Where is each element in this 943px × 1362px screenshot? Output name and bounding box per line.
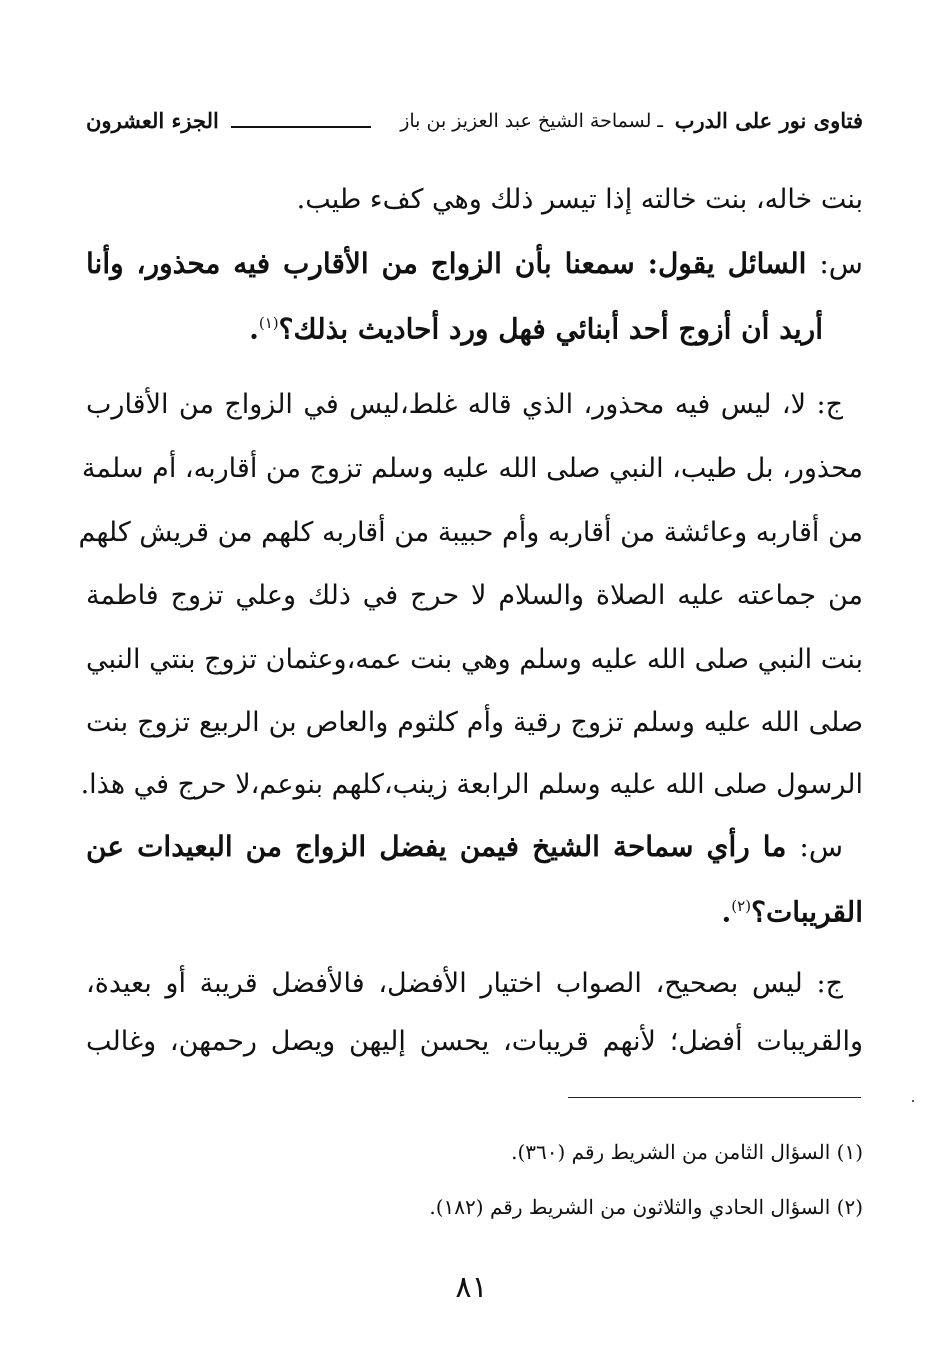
running-header (86, 108, 863, 148)
question-text: القريبات؟ (751, 895, 863, 929)
question-text: أريد أن أزوج أحد أبنائي فهل ورد أحاديث بذلك؟ (278, 312, 823, 346)
volume-label: الجزء العشرون (86, 108, 219, 133)
answer-text: لا، ليس فيه محذور، الذي قاله غلط،ليس في الزواج من الأقارب (86, 389, 807, 420)
footnote-separator (568, 1097, 861, 1098)
answer-2-line-1 (86, 966, 843, 1002)
answer-text: ليس بصحيح، الصواب اختيار الأفضل، فالأفضل قريبة أو بعيدة، (86, 968, 803, 999)
body-line: بنت خاله، بنت خالته إذا تيسر ذلك وهي كفء طيب. (296, 184, 863, 215)
question-text: السائل يقول: سمعنا بأن الزواج من الأقارب فيه محذور، وأنا (86, 247, 807, 280)
answer-1-line-2: محذور، بل طيب، النبي صلى الله عليه وسلم تزوج من أقاربه، أم سلمة (81, 453, 863, 484)
question-end: . (249, 312, 259, 346)
answer-1-line-1 (86, 387, 843, 423)
footnote-ref-2: (٢) (731, 897, 752, 915)
page-number: ٨١ (455, 1270, 488, 1305)
answer-2-line-2: والقريبات أفضل؛ لأنهم قريبات، يحسن إليهن ويصل رحمهن، وغالب (86, 1026, 863, 1057)
book-title: فتاوى نور على الدرب (674, 108, 863, 133)
question-end: . (721, 895, 732, 929)
footnote-1: (١) السؤال الثامن من الشريط رقم (٣٦٠). (511, 1140, 863, 1164)
question-1-line-2 (86, 305, 823, 347)
answer-1-line-3: من أقاربه وعائشة من أقاربه وأم حبيبة من أقاربه كلهم من قريش كلهم (78, 517, 863, 548)
question-1-line-1 (86, 246, 863, 282)
question-marker: س: (819, 247, 863, 280)
footnote-2: (٢) السؤال الحادي والثلاثون من الشريط رقم (١٨٢). (429, 1195, 863, 1219)
answer-1-line-7: الرسول صلى الله عليه وسلم الرابعة زينب،كلهم بنوعم،لا حرج في هذا. (80, 769, 863, 800)
answer-1-line-5: بنت النبي صلى الله عليه وسلم وهي بنت عمه،وعثمان تزوج بنتي النبي (86, 644, 863, 675)
header-rule (231, 126, 371, 128)
question-text: ما رأي سماحة الشيخ فيمن يفضل الزواج من البعيدات عن (86, 830, 787, 863)
question-2-line-1 (86, 829, 843, 865)
answer-marker: ج: (816, 389, 843, 420)
scan-speck (912, 1100, 914, 1102)
answer-1-line-4: من جماعته عليه الصلاة والسلام لا حرج في ذلك وعلي تزوج فاطمة (86, 580, 863, 611)
author-line: ـ لسماحة الشيخ عبد العزيز بن باز (400, 110, 663, 132)
question-marker: س: (799, 830, 844, 863)
answer-1-line-6: صلى الله عليه وسلم تزوج رقية وأم كلثوم والعاص بن الربيع تزوج بنت (86, 707, 863, 738)
question-2-line-2 (86, 888, 863, 930)
answer-marker: ج: (816, 968, 843, 999)
footnote-ref-1: (١) (258, 314, 279, 332)
